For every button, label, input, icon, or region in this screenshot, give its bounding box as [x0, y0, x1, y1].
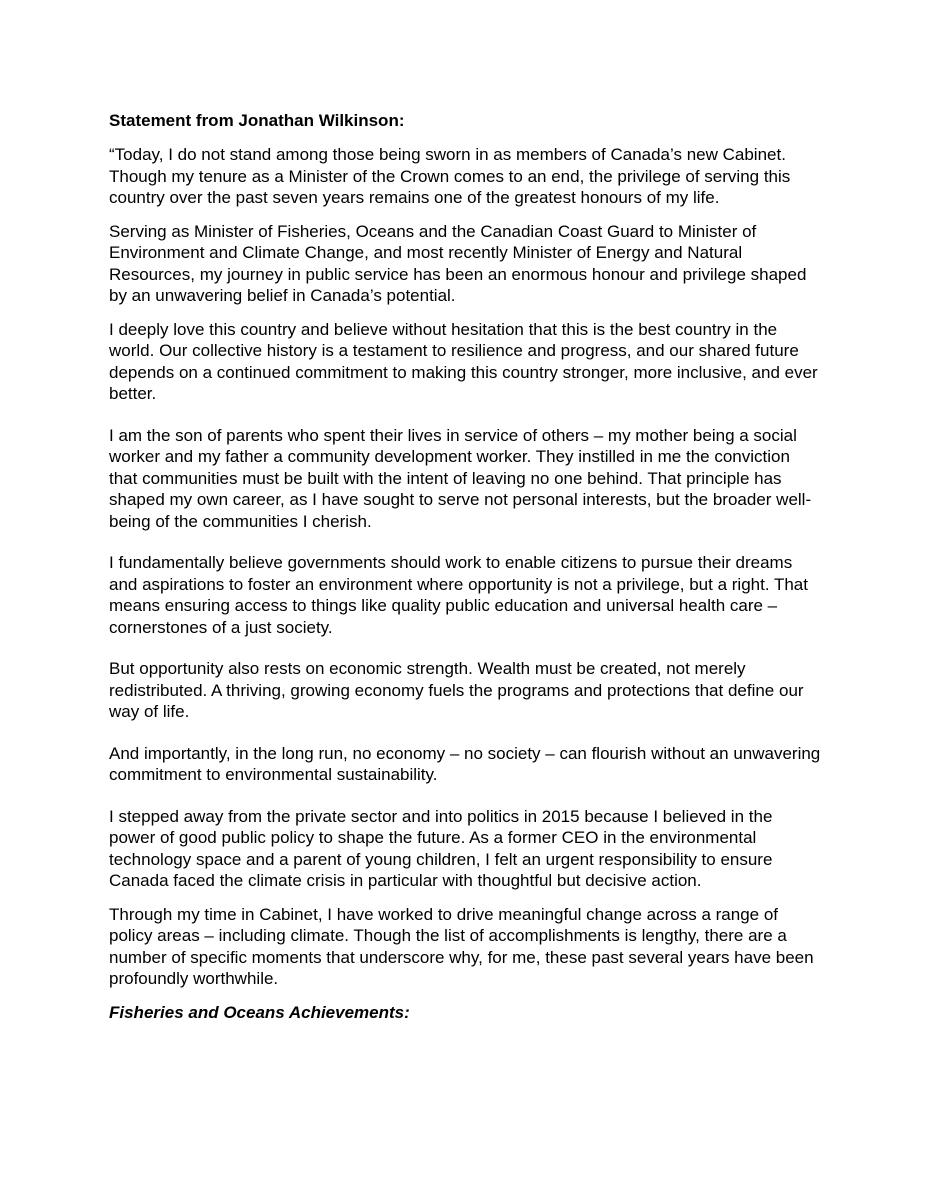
paragraph-5: I fundamentally believe governments should work to enable citizens to pursue their dreams and aspirations to foster an environment where opportunity is not a privilege, but a right. That means ensuring access to things like quality public education and universal health care – cornerstones of a just society.: [109, 553, 808, 637]
paragraph-6: But opportunity also rests on economic strength. Wealth must be created, not merely redistributed. A thriving, growing economy fuels the programs and protections that define our way of life.: [109, 659, 804, 721]
paragraph-9: Through my time in Cabinet, I have worked to drive meaningful change across a range of policy areas – including climate. Though the list of accomplishments is lengthy, there are a number of specific moments that underscore why, for me, these past several years have been profoundly worthwhile.: [109, 904, 814, 988]
statement-heading: Statement from Jonathan Wilkinson:: [109, 111, 405, 130]
section-subheading: Fisheries and Oceans Achievements:: [109, 1002, 410, 1022]
paragraph-4: I am the son of parents who spent their lives in service of others – my mother being a social worker and my father a community development worker. They instilled in me the conviction that communities must be built with the intent of leaving no one behind. That principle has shaped my own career, as I have sought to serve not personal interests, but the broader well-being of the communities I cherish.: [109, 425, 812, 531]
paragraph-1: “Today, I do not stand among those being sworn in as members of Canada’s new Cabinet. Though my tenure as a Minister of the Crown comes to an end, the privilege of serving this country over the past seven years remains one of the greatest honours of my life.: [109, 145, 791, 207]
paragraph-8: I stepped away from the private sector and into politics in 2015 because I believed in the power of good public policy to shape the future. As a former CEO in the environmental technology space and a parent of young children, I felt an urgent responsibility to ensure Canada faced the climate crisis in particular with thoughtful but decisive action.: [109, 806, 773, 890]
paragraph-7: And importantly, in the long run, no economy – no society – can flourish without an unwavering commitment to environmental sustainability.: [109, 743, 821, 784]
paragraph-2: Serving as Minister of Fisheries, Oceans and the Canadian Coast Guard to Minister of Environment and Climate Change, and most recently Minister of Energy and Natural Resources, my journey in public service has been an enormous honour and privilege shaped by an unwavering belief in Canada’s potential.: [109, 221, 807, 305]
paragraph-3: I deeply love this country and believe without hesitation that this is the best country in the world. Our collective history is a testament to resilience and progress, and our shared future depends on a continued commitment to making this country stronger, more inclusive, and ever better.: [109, 319, 818, 403]
document-body: [109, 110, 821, 1024]
